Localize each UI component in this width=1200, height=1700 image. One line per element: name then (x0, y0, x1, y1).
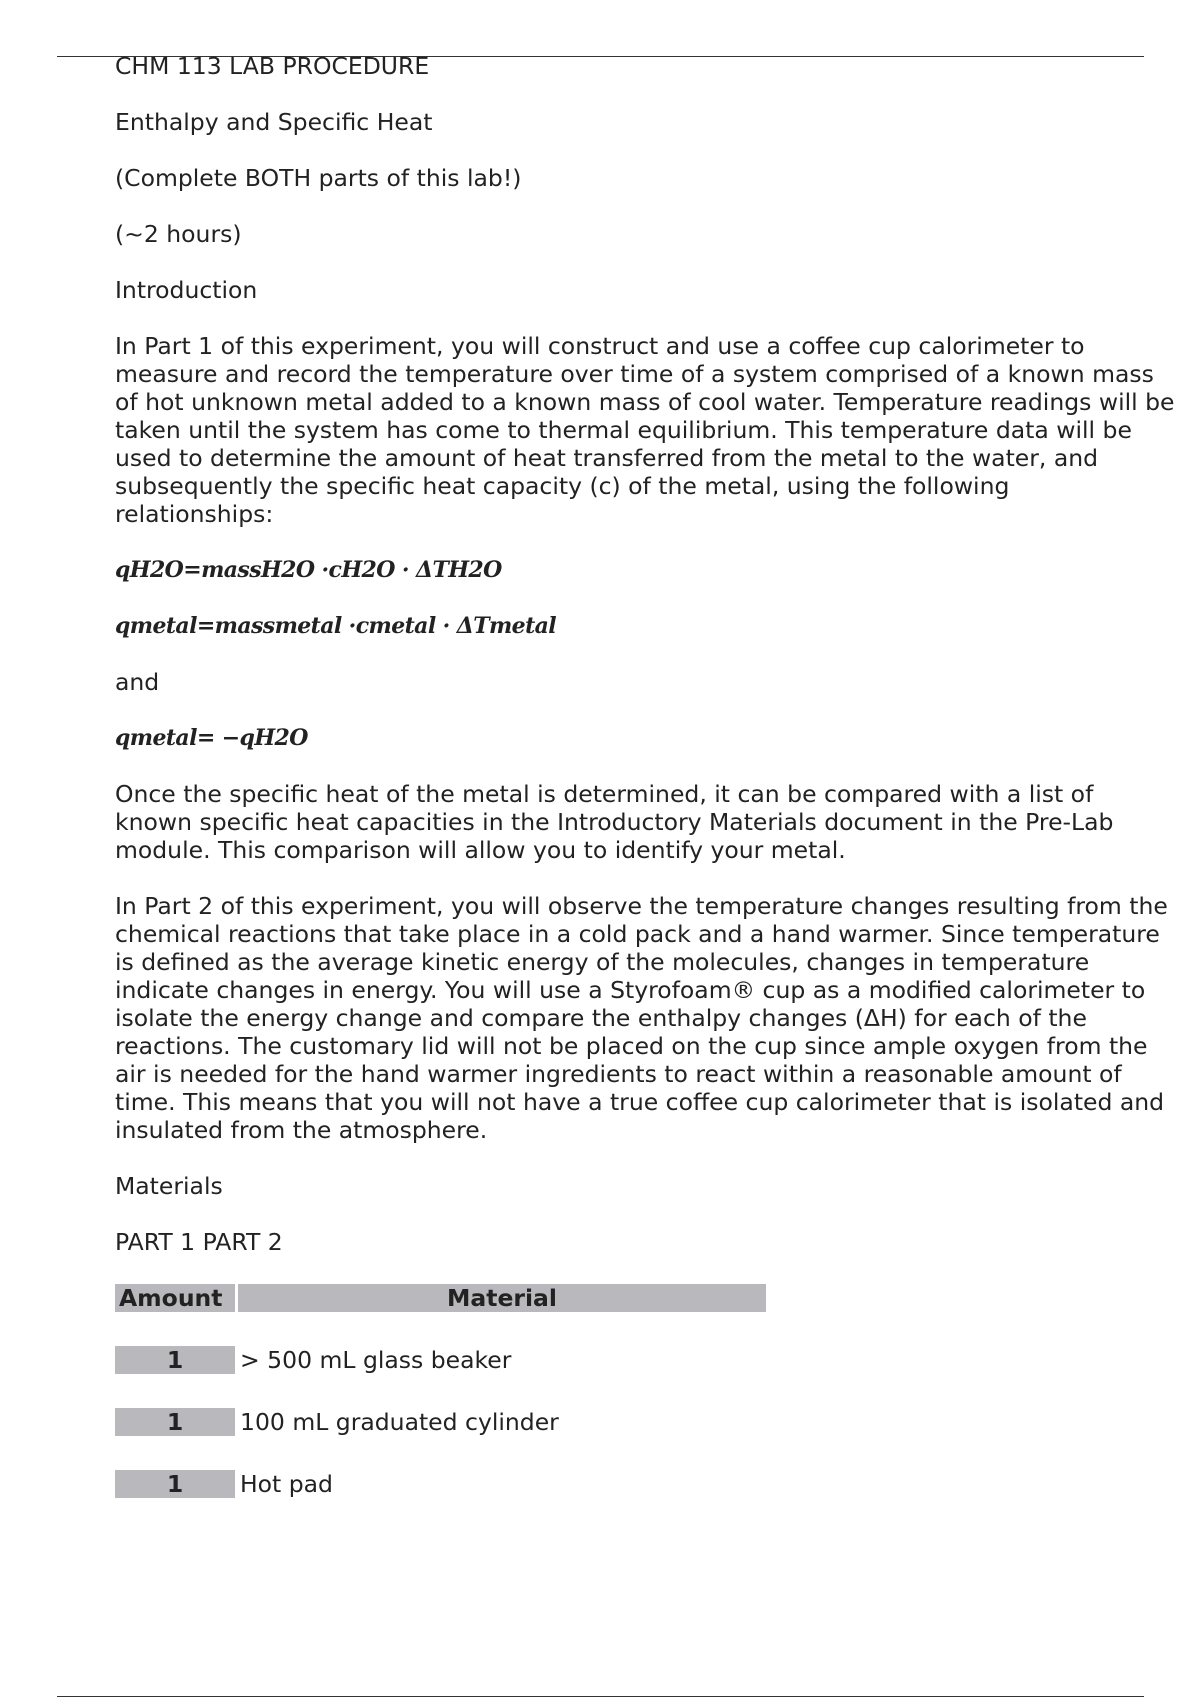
material-column-header: Material (238, 1284, 766, 1312)
material-cell: 100 mL graduated cylinder (240, 1408, 559, 1436)
document-body (115, 52, 1175, 1498)
parts-line: PART 1 PART 2 (115, 1228, 283, 1256)
amount-column-header: Amount (115, 1284, 235, 1312)
equation-heat-balance: qmetal= −qH2O (115, 725, 308, 751)
amount-cell: 1 (115, 1346, 235, 1374)
introduction-heading: Introduction (115, 276, 258, 304)
table-row (115, 1346, 766, 1374)
table-row (115, 1470, 766, 1498)
identify-metal-paragraph: Once the specific heat of the metal is determined, it can be compared with a list of known specific heat capacities in the Introductory Materials document in the Pre-Lab module. This comparison will allow you to identify your metal. (115, 780, 1114, 864)
material-cell: Hot pad (240, 1470, 333, 1498)
amount-cell: 1 (115, 1470, 235, 1498)
equation-water-heat: qH2O=massH2O ·cH2O · ΔTH2O (115, 557, 502, 583)
material-cell: > 500 mL glass beaker (240, 1346, 512, 1374)
part2-paragraph: In Part 2 of this experiment, you will observe the temperature changes resulting from the chemical reactions that take place in a cold pack and a hand warmer. Since temperature is defined as the average kinetic energy of the molecules, changes in temperature indicate changes in energy. You will use a Styrofoam® cup as a modified calorimeter to isolate the energy change and compare the enthalpy changes (ΔH) for each of the reactions. The customary lid will not be placed on the cup since ample oxygen from the air is needed for the hand warmer ingredients to react within a reasonable amount of time. This means that you will not have a true coffee cup calorimeter that is isolated and insulated from the atmosphere. (115, 892, 1168, 1144)
materials-heading: Materials (115, 1172, 223, 1200)
duration-note: (~2 hours) (115, 220, 242, 248)
equation-metal-heat: qmetal=massmetal ·cmetal · ΔTmetal (115, 613, 557, 639)
introduction-paragraph: In Part 1 of this experiment, you will construct and use a coffee cup calorimeter to measure and record the temperature over time of a system comprised of a known mass of hot unknown metal added to a known mass of cool water. Temperature readings will be taken until the system has come to thermal equilibrium. This temperature data will be used to determine the amount of heat transferred from the metal to the water, and subsequently the specific heat capacity (c) of the metal, using the following relationships: (115, 332, 1175, 528)
amount-cell: 1 (115, 1408, 235, 1436)
equation-connector: and (115, 668, 160, 696)
materials-table (112, 1284, 769, 1498)
completion-note: (Complete BOTH parts of this lab!) (115, 164, 522, 192)
table-row (115, 1408, 766, 1436)
course-header: CHM 113 LAB PROCEDURE (115, 52, 430, 80)
materials-table-header-row (115, 1284, 766, 1312)
lab-title: Enthalpy and Specific Heat (115, 108, 433, 136)
bottom-rule (57, 1696, 1144, 1697)
